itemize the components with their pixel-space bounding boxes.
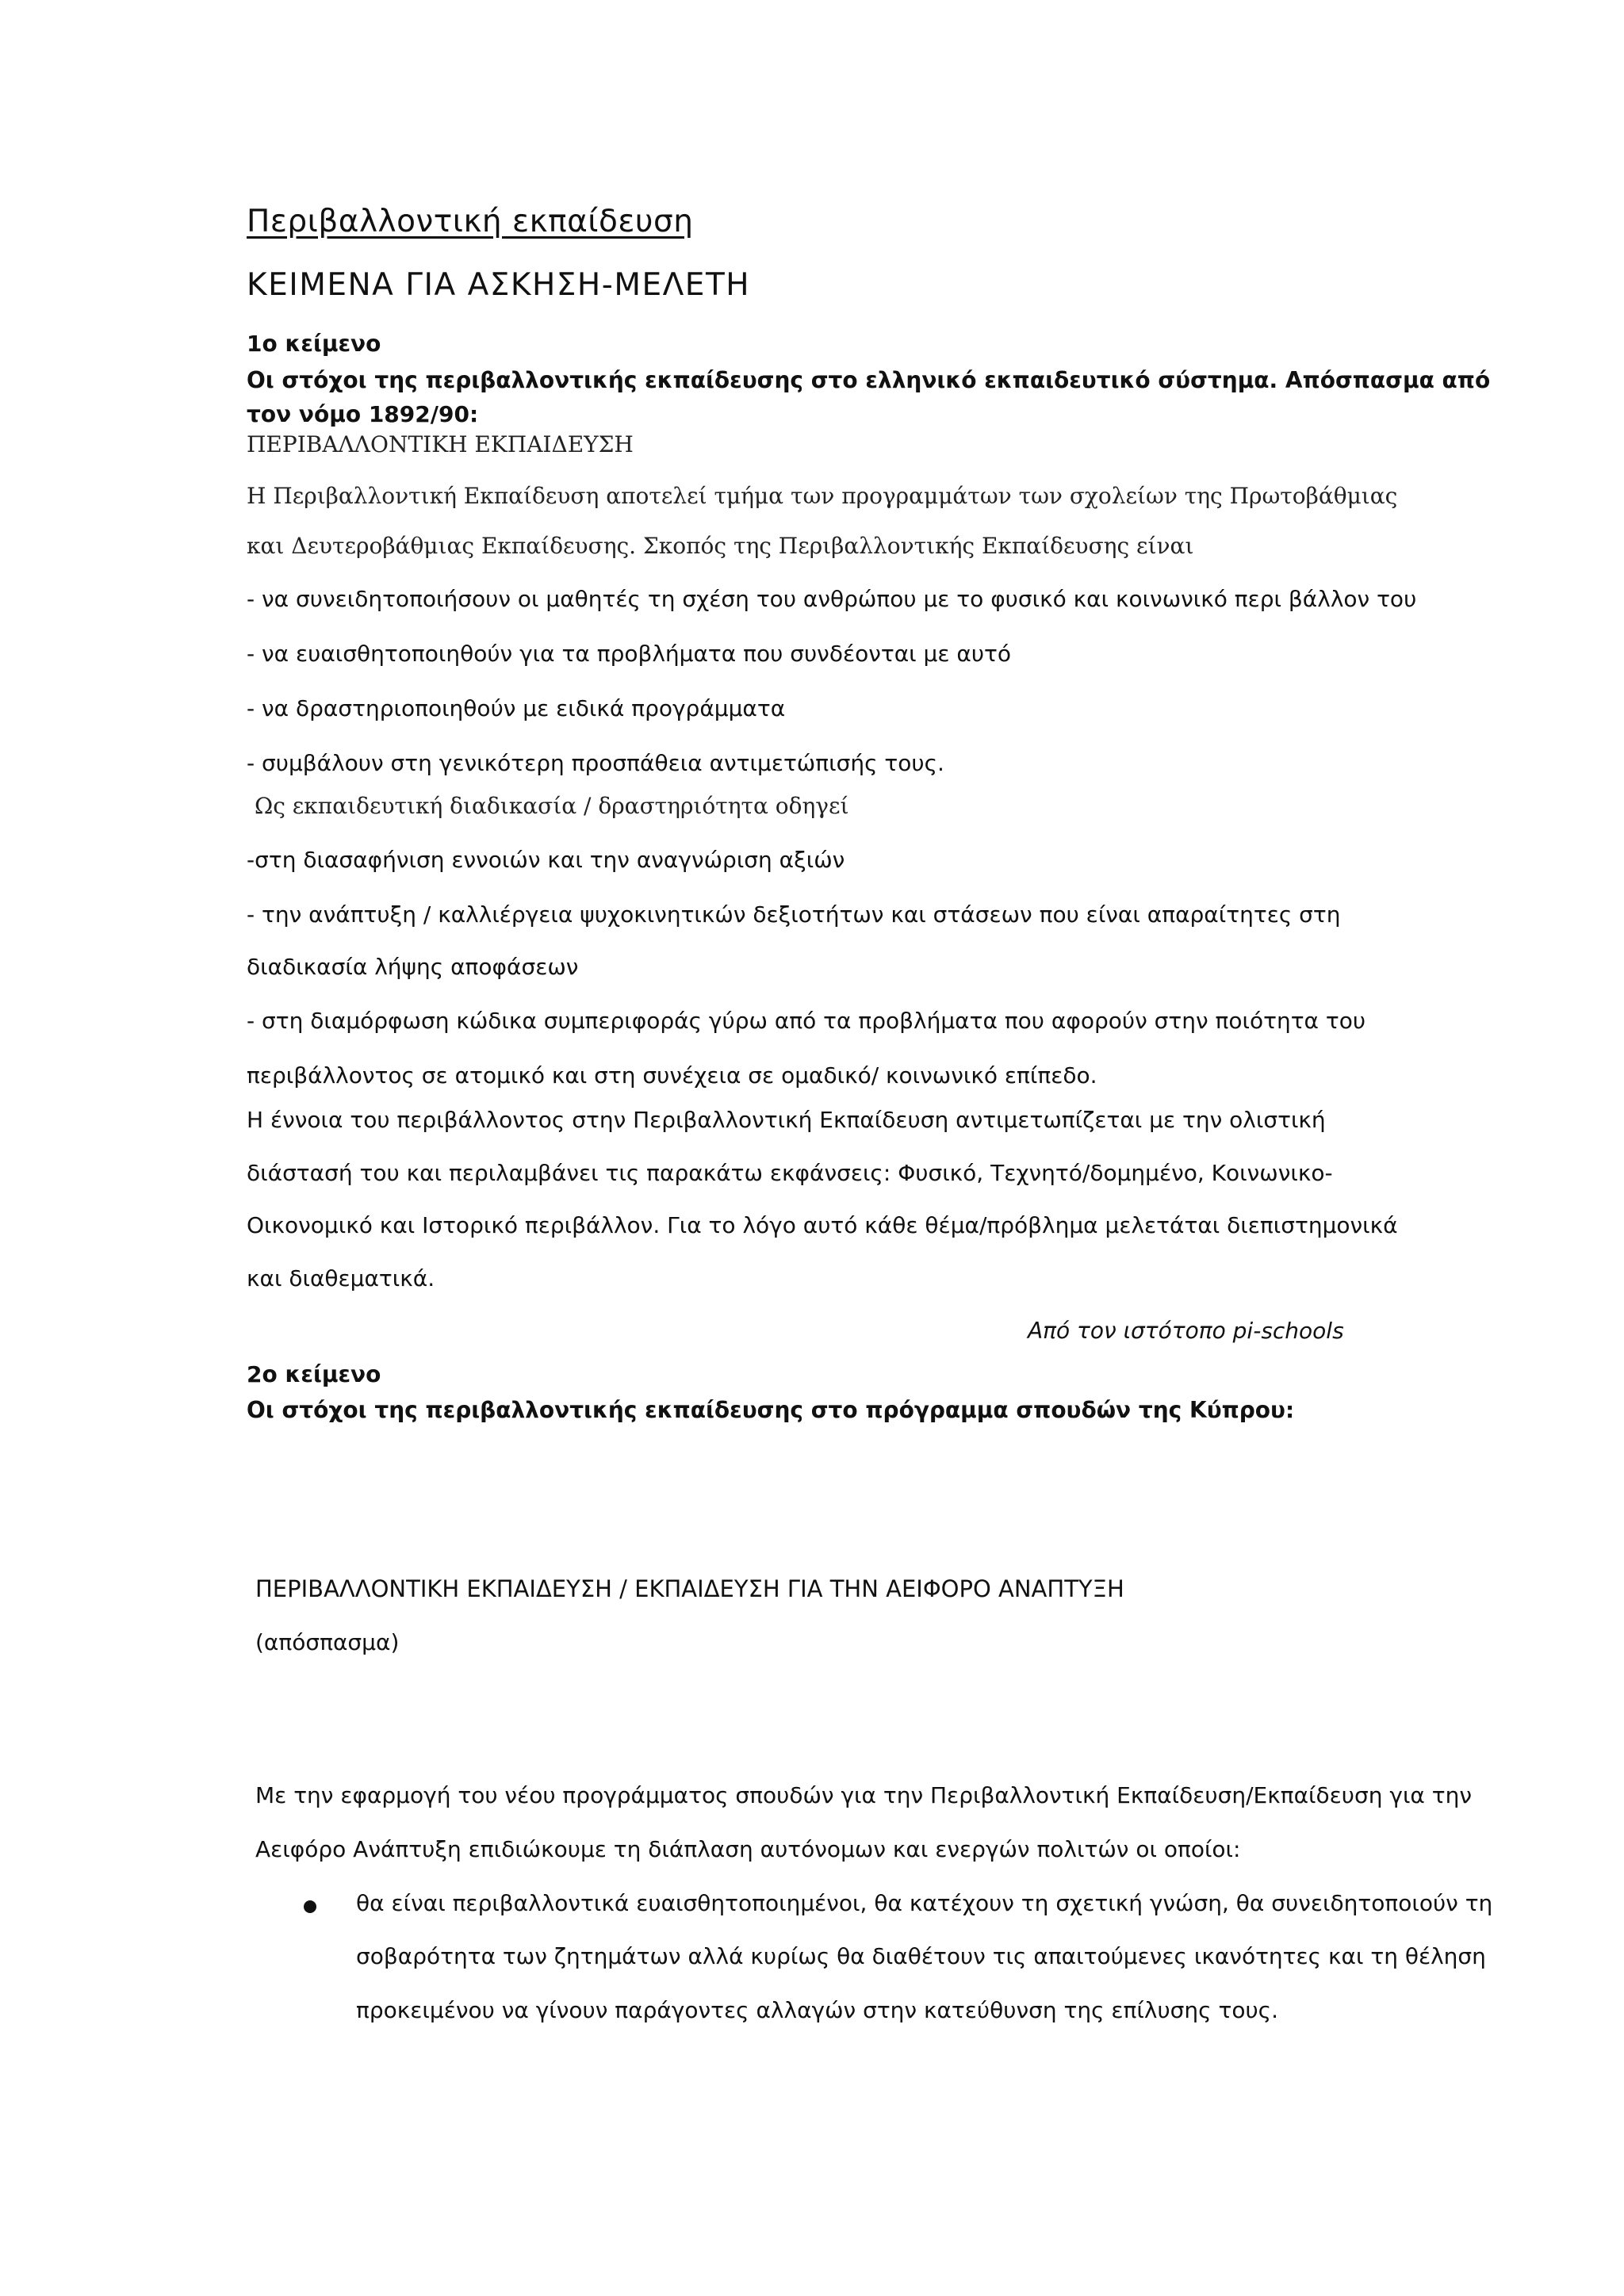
text1-concept-line3: Οικονομικό και Ιστορικό περιβάλλον. Για το λόγο αυτό κάθε θέμα/πρόβλημα μελετάται διεπιστημονικά (247, 1212, 1398, 1238)
text2-intro: Οι στόχοι της περιβαλλοντικής εκπαίδευσης στο πρόγραμμα σπουδών της Κύπρου: (247, 1397, 1295, 1423)
text2-section-heading: ΠΕΡΙΒΑΛΛΟΝΤΙΚΗ ΕΚΠΑΙΔΕΥΣΗ / ΕΚΠΑΙΔΕΥΣΗ ΓΙΑ ΤΗΝ ΑΕΙΦΟΡΟ ΑΝΑΠΤΥΞΗ (255, 1575, 1124, 1602)
text1-concept-line1: Η έννοια του περιβάλλοντος στην Περιβαλλοντική Εκπαίδευση αντιμετωπίζεται με την ολιστική (247, 1107, 1326, 1133)
text1-intro-line2: τον νόμο 1892/90: (247, 401, 479, 427)
text1-section-heading: ΠΕΡΙΒΑΛΛΟΝΤΙΚΗ ΕΚΠΑΙΔΕΥΣΗ (247, 431, 634, 457)
text2-bullet-line1: θα είναι περιβαλλοντικά ευαισθητοποιημένοι, θα κατέχουν τη σχετική γνώση, θα συνειδητοποιούν τη (356, 1890, 1493, 1916)
text1-concept-line4: και διαθεματικά. (247, 1265, 435, 1292)
text1-source: Από τον ιστότοπο pi-schools (1028, 1318, 1344, 1344)
text1-intro-line1: Οι στόχοι της περιβαλλοντικής εκπαίδευσης στο ελληνικό εκπαιδευτικό σύστημα. Απόσπασμα από (247, 367, 1491, 393)
text1-process-intro: Ως εκπαιδευτική διαδικασία / δραστηριότητα οδηγεί (255, 793, 849, 819)
document-title: Περιβαλλοντική εκπαίδευση (247, 204, 694, 239)
text1-goal-3: - να δραστηριοποιηθούν με ειδικά προγράμματα (247, 695, 786, 721)
text2-bullet-line3: προκειμένου να γίνουν παράγοντες αλλαγών στην κατεύθυνση της επίλυσης τους. (356, 1997, 1279, 2023)
text1-heading: 1ο κείμενο (247, 331, 381, 357)
text1-para1-line2: και Δευτεροβάθμιας Εκπαίδευσης. Σκοπός της Περιβαλλοντικής Εκπαίδευσης είναι (247, 533, 1194, 559)
text1-process-3-line1: - στη διαμόρφωση κώδικα συμπεριφοράς γύρω από τα προβλήματα που αφορούν στην ποιότητα του (247, 1008, 1366, 1034)
text2-excerpt: (απόσπασμα) (255, 1629, 400, 1655)
text2-para-line2: Αειφόρο Ανάπτυξη επιδιώκουμε τη διάπλαση αυτόνομων και ενεργών πολιτών οι οποίοι: (255, 1836, 1241, 1862)
text1-concept-line2: διάστασή του και περιλαμβάνει τις παρακάτω εκφάνσεις: Φυσικό, Τεχνητό/δομημένο, Κοινωνικο- (247, 1160, 1333, 1186)
text1-process-3-line2: περιβάλλοντος σε ατομικό και στη συνέχεια σε ομαδικό/ κοινωνικό επίπεδο. (247, 1062, 1097, 1089)
text1-goal-4: - συμβάλουν στη γενικότερη προσπάθεια αντιμετώπισής τους. (247, 750, 944, 776)
text1-para1-line1: Η Περιβαλλοντική Εκπαίδευση αποτελεί τμήμα των προγραμμάτων των σχολείων της Πρωτοβάθμιας (247, 483, 1398, 509)
text2-heading: 2ο κείμενο (247, 1361, 381, 1387)
text2-para-line1: Με την εφαρμογή του νέου προγράμματος σπουδών για την Περιβαλλοντική Εκπαίδευση/Εκπαίδευση για την (255, 1782, 1473, 1808)
text1-process-2-line1: - την ανάπτυξη / καλλιέργεια ψυχοκινητικών δεξιοτήτων και στάσεων που είναι απαραίτητες στη (247, 901, 1341, 928)
text1-process-1: -στη διασαφήνιση εννοιών και την αναγνώριση αξιών (247, 847, 845, 873)
text2-bullet-line2: σοβαρότητα των ζητημάτων αλλά κυρίως θα διαθέτουν τις απαιτούμενες ικανότητες και τη θέληση (356, 1943, 1486, 1969)
bullet-icon (304, 1900, 316, 1913)
document-subtitle: ΚΕΙΜΕΝΑ ΓΙΑ ΑΣΚΗΣΗ-ΜΕΛΕΤΗ (247, 267, 751, 303)
text1-goal-2: - να ευαισθητοποιηθούν για τα προβλήματα που συνδέονται με αυτό (247, 641, 1012, 667)
text1-process-2-line2: διαδικασία λήψης αποφάσεων (247, 954, 579, 980)
text1-goal-1: - να συνειδητοποιήσουν οι μαθητές τη σχέση του ανθρώπου με το φυσικό και κοινωνικό περι βάλλον του (247, 586, 1417, 612)
